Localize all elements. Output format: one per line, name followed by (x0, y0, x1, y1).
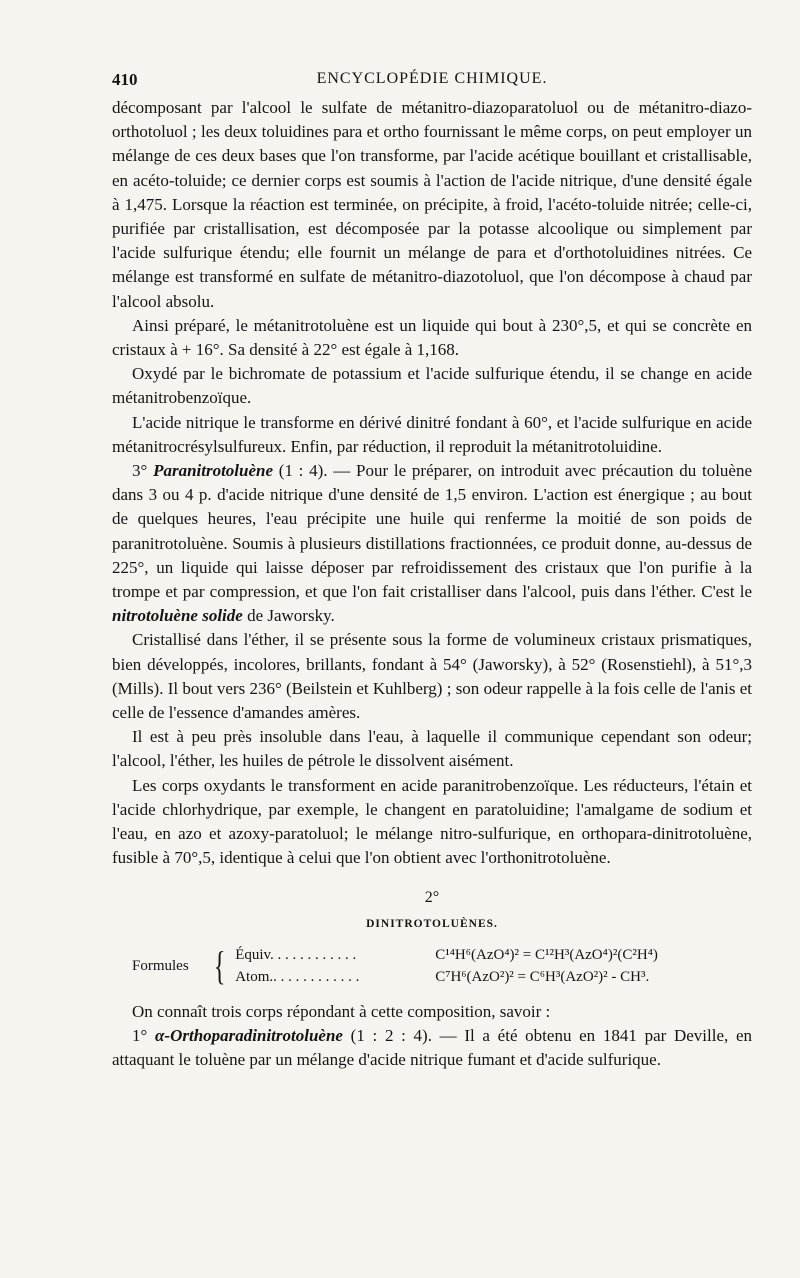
formula-row-atom (235, 966, 658, 988)
brace: { (213, 942, 226, 988)
formula-value: C⁷H⁶(AzO²)² = C⁶H³(AzO²)² - CH³. (435, 968, 650, 985)
paragraph-3: Oxydé par le bichromate de potassium et l'acide sulfurique étendu, il se change en acide métanitrobenzoïque. (112, 364, 752, 408)
body-text (112, 96, 752, 1073)
paragraph-2: Ainsi préparé, le métanitrotoluène est un liquide qui bout à 230°,5, et qui se concrète en cristaux à + 16°. Sa densité à 22° est égale à 1,168. (112, 315, 752, 360)
item-number: 1° (132, 1026, 148, 1046)
paragraph-6: Cristallisé dans l'éther, il se présente sous la forme de volumineux cristaux prismatiques, bien développés, incolores, brillants, fondant à 54° (Jaworsky), à 52° (Rosenstiehl), à 51°,3 (Mills). Il bout vers 236° (Beilstein et Kuhlberg) ; son odeur rappelle à la fois celle de l'anis et celle de l'essence d'amandes amères. (112, 630, 752, 723)
paragraph-5 (112, 459, 752, 628)
paragraph-8: Les corps oxydants le transforment en acide paranitrobenzoïque. Les réducteurs, l'étain et l'acide chlorhydrique, par exemple, le changent en paratoluidine; l'amalgame de sodium et l'eau, en azo et azoxy-paratoluol; le mélange nitro-sulfurique, en orthopara-dinitrotoluène, fusible à 70°,5, identique à celui que l'on obtient avec l'orthonitrotoluène. (112, 775, 752, 868)
paragraph-5-text: — Pour le préparer, on introduit avec précaution du toluène dans 3 ou 4 p. d'acide nitrique d'une densité de 1,5 environ. L'action est énergique ; au bout de quelques heures, l'eau précipite une huile qui renferme la moitié de son poids de paranitrotoluène. Soumis à plusieurs distillations fractionnées, ce produit donne, au-dessus de 225°, un liquide qui laisse déposer par refroidissement des cristaux que l'on purifie à la trompe et par compression, et que l'on fait cristalliser dans l'alcool, puis dans l'éther. C'est le (112, 461, 753, 602)
position-ratio: (1 : 2 : 4). (350, 1026, 432, 1046)
paragraph-9: On connaît trois corps répondant à cette composition, savoir : (132, 1001, 551, 1021)
formula-rows (235, 944, 658, 988)
formula-value: C¹⁴H⁶(AzO⁴)² = C¹²H³(AzO⁴)²(C²H⁴) (435, 946, 658, 963)
formula-table (132, 944, 752, 988)
section-title: DINITROTOLUÈNES. (366, 917, 498, 930)
paragraph-10-text: — Il a été obtenu en 1841 par Deville, en attaquant le toluène par un mélange d'acide nitrique fumant et d'acide sulfurique. (112, 1026, 752, 1070)
formula-name: Équiv. . . . . . . . . . . . (235, 946, 357, 963)
position-ratio: (1 : 4). (278, 461, 328, 481)
paragraph-1: décomposant par l'alcool le sulfate de métanitro-diazoparatoluol ou de métanitro-diazo-orthotoluol ; les deux toluidines para et ortho fournissant le même corps, on peut employer un mélange de ces deux bases que l'on transforme, par l'acide acétique bouillant et cristallisable, en acéto-toluide; ce dernier corps est soumis à l'action de l'acide nitrique, d'une densité égale à 1,475. Lorsque la réaction est terminée, on précipite, à froid, l'acéto-toluide nitrée; celle-ci, purifiée par cristallisation, est décomposée par la potasse alcoolique ou simplement par l'acide sulfurique étendu; elle fournit un mélange de para et d'orthotoluidines nitrées. Ce mélange est transformé en sulfate de métanitro-diazotoluol, que l'on décompose à chaud par l'alcool absolu. (112, 98, 752, 311)
solid-name: nitrotoluène solide (112, 606, 243, 626)
running-head (112, 70, 752, 94)
section-number: 2° (424, 888, 440, 906)
paragraph-7: Il est à peu près insoluble dans l'eau, à laquelle il communique cependant son odeur; l'alcool, l'éther, les huiles de pétrole le dissolvent aisément. (112, 727, 752, 771)
formula-name: Atom.. . . . . . . . . . . . (235, 968, 360, 985)
paragraph-4: L'acide nitrique le transforme en dérivé dinitré fondant à 60°, et l'acide sulfurique en acide métanitrocrésylsulfureux. Enfin, par réduction, il reproduit la métanitrotoluidine. (112, 412, 752, 456)
paragraph-10 (112, 1024, 752, 1072)
paragraph-5-end: de Jaworsky. (242, 606, 335, 626)
formula-label: Formules (132, 957, 189, 974)
compound-name: α-Orthoparadinitrotoluène (155, 1026, 343, 1046)
header-title: ENCYCLOPÉDIE CHIMIQUE. (316, 70, 548, 87)
page-number: 410 (112, 70, 138, 89)
item-number: 3° (132, 461, 148, 481)
formula-row-equiv (235, 944, 658, 966)
compound-name: Paranitrotoluène (153, 461, 274, 481)
